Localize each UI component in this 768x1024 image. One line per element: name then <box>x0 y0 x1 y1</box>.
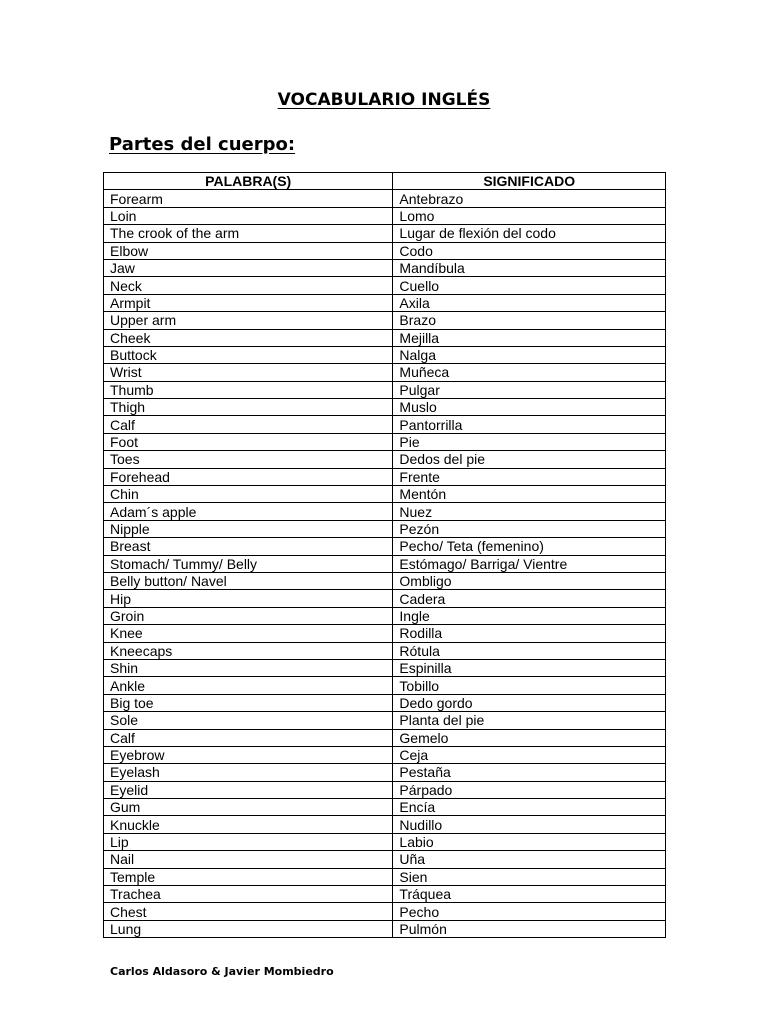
table-row <box>104 694 666 711</box>
table-row <box>104 781 666 798</box>
english-word-cell: Cheek <box>104 329 393 346</box>
table-row <box>104 833 666 850</box>
table-row <box>104 677 666 694</box>
table-row <box>104 520 666 537</box>
table-row <box>104 294 666 311</box>
table-row <box>104 851 666 868</box>
english-word-cell: Eyebrow <box>104 746 393 763</box>
table-row <box>104 399 666 416</box>
english-word-cell: Nipple <box>104 520 393 537</box>
english-word-cell: Belly button/ Navel <box>104 572 393 589</box>
english-word-cell: Calf <box>104 729 393 746</box>
spanish-meaning-cell: Mejilla <box>393 329 666 346</box>
english-word-cell: Temple <box>104 868 393 885</box>
spanish-meaning-cell: Ombligo <box>393 572 666 589</box>
spanish-meaning-cell: Espinilla <box>393 659 666 676</box>
spanish-meaning-cell: Rótula <box>393 642 666 659</box>
spanish-meaning-cell: Mandíbula <box>393 259 666 276</box>
spanish-meaning-cell: Pezón <box>393 520 666 537</box>
spanish-meaning-cell: Lomo <box>393 207 666 224</box>
english-word-cell: Breast <box>104 538 393 555</box>
english-word-cell: Lip <box>104 833 393 850</box>
header-words: PALABRA(S) <box>104 173 393 190</box>
english-word-cell: Shin <box>104 659 393 676</box>
document-title: VOCABULARIO INGLÉS <box>277 90 491 110</box>
spanish-meaning-cell: Mentón <box>393 486 666 503</box>
table-row <box>104 712 666 729</box>
spanish-meaning-cell: Nuez <box>393 503 666 520</box>
spanish-meaning-cell: Tráquea <box>393 886 666 903</box>
english-word-cell: Thigh <box>104 399 393 416</box>
spanish-meaning-cell: Uña <box>393 851 666 868</box>
english-word-cell: The crook of the arm <box>104 225 393 242</box>
table-row <box>104 625 666 642</box>
table-row <box>104 346 666 363</box>
table-row <box>104 207 666 224</box>
spanish-meaning-cell: Frente <box>393 468 666 485</box>
table-row <box>104 607 666 624</box>
spanish-meaning-cell: Encía <box>393 799 666 816</box>
english-word-cell: Knuckle <box>104 816 393 833</box>
english-word-cell: Gum <box>104 799 393 816</box>
spanish-meaning-cell: Sien <box>393 868 666 885</box>
english-word-cell: Thumb <box>104 381 393 398</box>
table-row <box>104 816 666 833</box>
section-title: Partes del cuerpo: <box>109 134 296 155</box>
spanish-meaning-cell: Codo <box>393 242 666 259</box>
english-word-cell: Foot <box>104 433 393 450</box>
spanish-meaning-cell: Ingle <box>393 607 666 624</box>
english-word-cell: Neck <box>104 277 393 294</box>
spanish-meaning-cell: Pulmón <box>393 920 666 937</box>
table-row <box>104 886 666 903</box>
spanish-meaning-cell: Muslo <box>393 399 666 416</box>
spanish-meaning-cell: Tobillo <box>393 677 666 694</box>
table-row <box>104 746 666 763</box>
english-word-cell: Kneecaps <box>104 642 393 659</box>
spanish-meaning-cell: Gemelo <box>393 729 666 746</box>
table-row <box>104 364 666 381</box>
table-row <box>104 468 666 485</box>
english-word-cell: Lung <box>104 920 393 937</box>
table-row <box>104 486 666 503</box>
spanish-meaning-cell: Pantorrilla <box>393 416 666 433</box>
english-word-cell: Loin <box>104 207 393 224</box>
english-word-cell: Groin <box>104 607 393 624</box>
table-row <box>104 903 666 920</box>
english-word-cell: Nail <box>104 851 393 868</box>
spanish-meaning-cell: Párpado <box>393 781 666 798</box>
spanish-meaning-cell: Dedos del pie <box>393 451 666 468</box>
header-meaning: SIGNIFICADO <box>393 173 666 190</box>
english-word-cell: Chest <box>104 903 393 920</box>
table-row <box>104 242 666 259</box>
english-word-cell: Jaw <box>104 259 393 276</box>
table-row <box>104 642 666 659</box>
english-word-cell: Eyelash <box>104 764 393 781</box>
table-row <box>104 729 666 746</box>
english-word-cell: Buttock <box>104 346 393 363</box>
table-row <box>104 416 666 433</box>
english-word-cell: Wrist <box>104 364 393 381</box>
english-word-cell: Chin <box>104 486 393 503</box>
spanish-meaning-cell: Cuello <box>393 277 666 294</box>
table-row <box>104 277 666 294</box>
spanish-meaning-cell: Labio <box>393 833 666 850</box>
english-word-cell: Ankle <box>104 677 393 694</box>
english-word-cell: Upper arm <box>104 312 393 329</box>
spanish-meaning-cell: Muñeca <box>393 364 666 381</box>
table-row <box>104 329 666 346</box>
table-row <box>104 799 666 816</box>
english-word-cell: Knee <box>104 625 393 642</box>
english-word-cell: Toes <box>104 451 393 468</box>
spanish-meaning-cell: Dedo gordo <box>393 694 666 711</box>
table-row <box>104 503 666 520</box>
spanish-meaning-cell: Pecho/ Teta (femenino) <box>393 538 666 555</box>
spanish-meaning-cell: Cadera <box>393 590 666 607</box>
english-word-cell: Adam´s apple <box>104 503 393 520</box>
table-row <box>104 868 666 885</box>
table-row <box>104 920 666 937</box>
table-row <box>104 572 666 589</box>
english-word-cell: Trachea <box>104 886 393 903</box>
table-row <box>104 590 666 607</box>
table-row <box>104 433 666 450</box>
spanish-meaning-cell: Brazo <box>393 312 666 329</box>
vocabulary-table <box>103 172 666 938</box>
spanish-meaning-cell: Antebrazo <box>393 190 666 207</box>
spanish-meaning-cell: Planta del pie <box>393 712 666 729</box>
table-row <box>104 659 666 676</box>
english-word-cell: Armpit <box>104 294 393 311</box>
table-row <box>104 555 666 572</box>
table-row <box>104 259 666 276</box>
english-word-cell: Stomach/ Tummy/ Belly <box>104 555 393 572</box>
english-word-cell: Calf <box>104 416 393 433</box>
english-word-cell: Sole <box>104 712 393 729</box>
table-row <box>104 451 666 468</box>
spanish-meaning-cell: Pestaña <box>393 764 666 781</box>
spanish-meaning-cell: Estómago/ Barriga/ Vientre <box>393 555 666 572</box>
table-body <box>104 190 666 938</box>
english-word-cell: Eyelid <box>104 781 393 798</box>
english-word-cell: Big toe <box>104 694 393 711</box>
spanish-meaning-cell: Pecho <box>393 903 666 920</box>
table-row <box>104 381 666 398</box>
english-word-cell: Forehead <box>104 468 393 485</box>
spanish-meaning-cell: Lugar de flexión del codo <box>393 225 666 242</box>
english-word-cell: Elbow <box>104 242 393 259</box>
spanish-meaning-cell: Rodilla <box>393 625 666 642</box>
english-word-cell: Hip <box>104 590 393 607</box>
spanish-meaning-cell: Nalga <box>393 346 666 363</box>
table-row <box>104 312 666 329</box>
footer-authors: Carlos Aldasoro & Javier Mombiedro <box>110 965 334 978</box>
table-row <box>104 538 666 555</box>
spanish-meaning-cell: Ceja <box>393 746 666 763</box>
english-word-cell: Forearm <box>104 190 393 207</box>
spanish-meaning-cell: Nudillo <box>393 816 666 833</box>
spanish-meaning-cell: Pie <box>393 433 666 450</box>
table-header-row <box>104 173 666 190</box>
spanish-meaning-cell: Axila <box>393 294 666 311</box>
table-row <box>104 764 666 781</box>
table-row <box>104 190 666 207</box>
table-row <box>104 225 666 242</box>
spanish-meaning-cell: Pulgar <box>393 381 666 398</box>
